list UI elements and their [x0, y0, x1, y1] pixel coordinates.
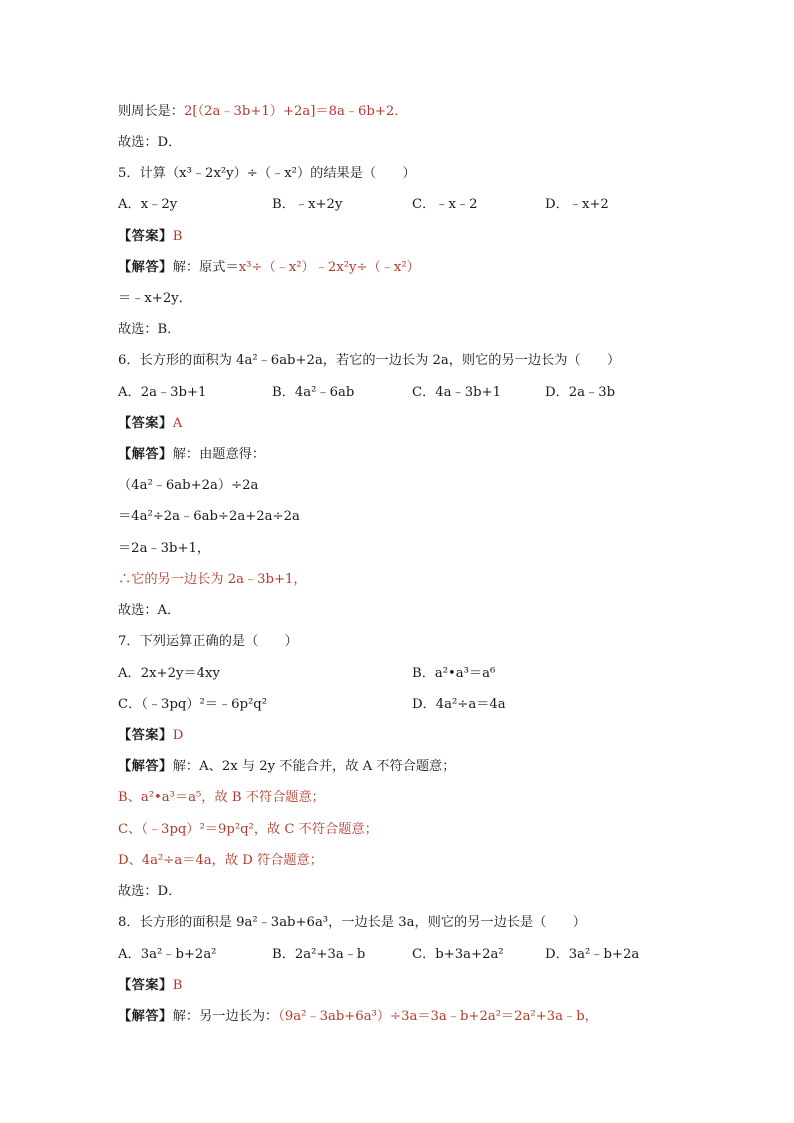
q8-option-a: A．3a²﹣b+2a²	[118, 947, 217, 962]
q5-choice: 故选：B．	[118, 322, 181, 337]
q6-option-c: C．4a﹣3b+1	[412, 385, 501, 400]
q7-step-d: D、4a²÷a＝4a，故 D 符合题意；	[118, 853, 323, 868]
q7-choice: 故选：D．	[118, 884, 182, 899]
q7-option-a: A．2x+2y＝4xy	[118, 666, 220, 681]
q8-option-c: C．b+3a+2a²	[412, 947, 504, 962]
q6-option-b: B．4a²﹣6ab	[272, 385, 355, 400]
q8-option-b: B．2a²+3a﹣b	[272, 947, 366, 962]
q7-step-b: B、a²•a³＝a⁵，故 B 不符合题意；	[118, 790, 325, 805]
q5-solution: 【解答】解：原式＝x³÷（﹣x²）﹣2x²y÷（﹣x²）	[118, 260, 420, 275]
choice-line: 故选：D．	[118, 135, 182, 150]
q7-option-d: D．4a²÷a＝4a	[412, 697, 506, 712]
q7-step-c: C、（﹣3pq）²＝9p²q²，故 C 不符合题意；	[118, 822, 378, 837]
question-6: 6．长方形的面积为 4a²﹣6ab+2a，若它的一边长为 2a，则它的另一边长为（ ）	[118, 353, 621, 368]
q7-solution: 【解答】解：A、2x 与 2y 不能合并，故 A 不符合题意；	[118, 759, 456, 774]
q8-answer: 【答案】B	[118, 978, 183, 993]
question-7: 7．下列运算正确的是（ ）	[118, 634, 298, 649]
q7-option-b: B．a²•a³＝a⁶	[412, 666, 496, 681]
q5-option-d: D．﹣x+2	[545, 197, 609, 212]
perimeter-line: 则周长是：2[（2a﹣3b+1）+2a]＝8a﹣6b+2．	[118, 104, 408, 119]
q7-option-c: C．（﹣3pq）²＝﹣6p²q²	[118, 697, 268, 712]
question-5: 5．计算（x³﹣2x²y）÷（﹣x²）的结果是（ ）	[118, 166, 416, 181]
q6-step-1: （4a²﹣6ab+2a）÷2a	[118, 478, 259, 493]
q6-solution: 【解答】解：由题意得：	[118, 447, 266, 462]
q6-step-2: ＝4a²÷2a﹣6ab÷2a+2a÷2a	[118, 509, 300, 524]
question-8: 8．长方形的面积是 9a²﹣3ab+6a³，一边长是 3a，则它的另一边长是（ ）	[118, 915, 586, 930]
q5-option-a: A．x﹣2y	[118, 197, 178, 212]
q6-step-4: ∴它的另一边长为 2a﹣3b+1，	[118, 572, 307, 587]
q6-step-3: ＝2a﹣3b+1，	[118, 541, 211, 556]
q6-option-a: A．2a﹣3b+1	[118, 385, 207, 400]
q6-choice: 故选：A．	[118, 603, 181, 618]
q8-solution: 【解答】解：另一边长为：（9a²﹣3ab+6a³）÷3a＝3a﹣b+2a²＝2a²+3a﹣b，	[118, 1009, 598, 1024]
q6-answer: 【答案】A	[118, 416, 183, 431]
q5-solution-step: ＝﹣x+2y．	[118, 291, 192, 306]
q5-option-c: C．﹣x﹣2	[412, 197, 478, 212]
q5-answer: 【答案】B	[118, 229, 183, 244]
q5-option-b: B．﹣x+2y	[272, 197, 343, 212]
q7-answer: 【答案】D	[118, 728, 184, 743]
q8-option-d: D．3a²﹣b+2a	[545, 947, 640, 962]
q6-option-d: D．2a﹣3b	[545, 385, 616, 400]
